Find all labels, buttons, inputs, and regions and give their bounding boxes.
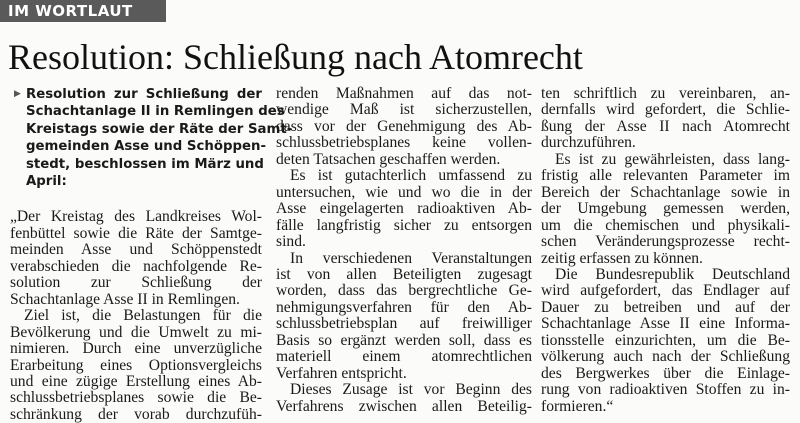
text-line: Asse eingelagerten radioaktiven Ab-: [276, 200, 532, 218]
text-line: materiell einem atomrechtlichen: [276, 348, 532, 366]
intro-line: stedt, beschlossen im März und: [26, 156, 264, 172]
column-3: [541, 86, 790, 415]
text-line: Schachtanlage Asse II in Remlingen.: [10, 290, 240, 308]
text-line: schlussbetriebsplan auf freiwilliger: [276, 315, 532, 333]
text-line: solution zur Schließung der: [10, 274, 262, 292]
text-line: Es ist zu gewährleisten, dass lang-: [555, 150, 790, 168]
paragraph: [10, 308, 262, 423]
text-line: fristig alle relevanten Parameter im: [541, 167, 790, 185]
text-line: Verfahren entspricht.: [276, 364, 407, 382]
intro-line: April:: [26, 174, 67, 190]
text-line: schen Veränderungsprozesse recht-: [541, 233, 790, 251]
text-line: durchzuführen.: [541, 134, 636, 152]
text-line: Schachtanlage Asse II eine Informa-: [541, 315, 790, 333]
text-line: Dieses Zusage ist vor Beginn des: [290, 381, 532, 399]
text-line: dernfalls wird gefordert, die Schlie-: [541, 101, 790, 119]
text-line: meinden Asse und Schöppenstedt: [10, 241, 262, 259]
paragraph: [276, 251, 532, 383]
text-line: renden Maßnahmen auf das not-: [276, 85, 532, 102]
paragraph: [541, 267, 790, 415]
text-line: tionsstelle einzurichten, um die Be-: [541, 331, 790, 349]
text-line: fenbüttel sowie die Räte der Samtge-: [10, 224, 262, 242]
text-line: um die chemischen und physikali-: [541, 216, 790, 234]
column-body: [276, 86, 532, 415]
text-line: Ziel ist, die Belastungen für die: [24, 307, 262, 325]
section-badge: IM WORTLAUT: [0, 0, 166, 22]
article-title: Resolution: Schließung nach Atomrecht: [8, 37, 583, 77]
intro-line: Resolution zur Schließung der: [26, 87, 262, 102]
text-line: nehmigungsverfahren für den Ab-: [276, 298, 532, 316]
paragraph: [276, 86, 532, 168]
paragraph: [10, 209, 262, 308]
text-line: fälle langfristig sicher zu entsorgen: [276, 216, 532, 234]
text-line: worden, dass das bergrechtliche Ge-: [276, 282, 532, 300]
text-line: Verfahrens zwischen allen Beteilig-: [276, 397, 532, 415]
text-line: ten schriftlich zu vereinbaren, an-: [541, 85, 790, 102]
text-line: dass vor der Genehmigung des Ab-: [276, 117, 532, 135]
text-line: schlussbetriebsplanes keine vollen-: [276, 134, 532, 152]
text-line: rung von radioaktiven Stoffen zu in-: [541, 381, 790, 399]
text-line: des Bergwerkes über die Einlage-: [541, 364, 790, 382]
column-body: [10, 209, 262, 423]
text-line: völkerung auch nach der Schließung: [541, 348, 790, 366]
intro-line: gemeinden Asse und Schöppen-: [26, 139, 267, 155]
text-line: zeitig erfassen zu können.: [541, 249, 703, 267]
text-line: Dauer zu betreiben und auf der: [541, 298, 790, 316]
text-line: wird aufgefordert, das Endlager auf: [541, 282, 790, 300]
text-line: ßung der Asse II nach Atomrecht: [541, 117, 790, 135]
article-intro: [10, 86, 293, 190]
text-line: verabschieden die nachfolgende Re-: [10, 257, 262, 275]
text-line: schränkung der vorab durchzufüh-: [10, 405, 262, 423]
intro-line: Kreistags sowie der Räte der Samt-: [26, 121, 293, 137]
paragraph: [541, 86, 790, 152]
text-line: Basis so ergänzt werden soll, dass es: [276, 331, 532, 349]
column-body: [541, 86, 790, 415]
text-line: und eine zügige Erstellung eines Ab-: [10, 372, 262, 390]
column-2: [276, 86, 532, 415]
arrow-bullet-icon: ▶: [14, 89, 21, 99]
text-line: Die Bundesrepublik Deutschland: [555, 265, 790, 283]
text-line: Es ist gutachterlich umfassend zu: [290, 167, 532, 185]
paragraph: [541, 152, 790, 267]
text-line: Bereich der Schachtanlage sowie in: [541, 183, 790, 201]
paragraph: [276, 382, 532, 415]
text-line: In verschiedenen Veranstaltungen: [290, 249, 532, 267]
intro-line: Schachtanlage II in Remlingen des: [26, 104, 285, 120]
text-line: sind.: [276, 233, 306, 251]
text-line: untersuchen, wie und wo die in der: [276, 183, 532, 201]
text-line: nimieren. Durch eine unverzügliche: [10, 340, 262, 358]
text-line: Erarbeitung eines Optionsvergleichs: [10, 356, 262, 374]
text-line: deten Tatsachen geschaffen werden.: [276, 150, 501, 168]
text-line: „Der Kreistag des Landkreises Wol-: [10, 208, 262, 226]
text-line: wendige Maß ist sicherzustellen,: [276, 101, 532, 119]
text-line: ist von allen Beteiligten zugesagt: [276, 265, 532, 283]
text-line: der Umgebung gemessen werden,: [541, 200, 790, 218]
text-line: schlussbetriebsplanes sowie die Be-: [10, 389, 262, 407]
paragraph: [276, 168, 532, 250]
text-line: formieren.“: [541, 397, 614, 415]
text-line: Bevölkerung und die Umwelt zu mi-: [10, 323, 262, 341]
